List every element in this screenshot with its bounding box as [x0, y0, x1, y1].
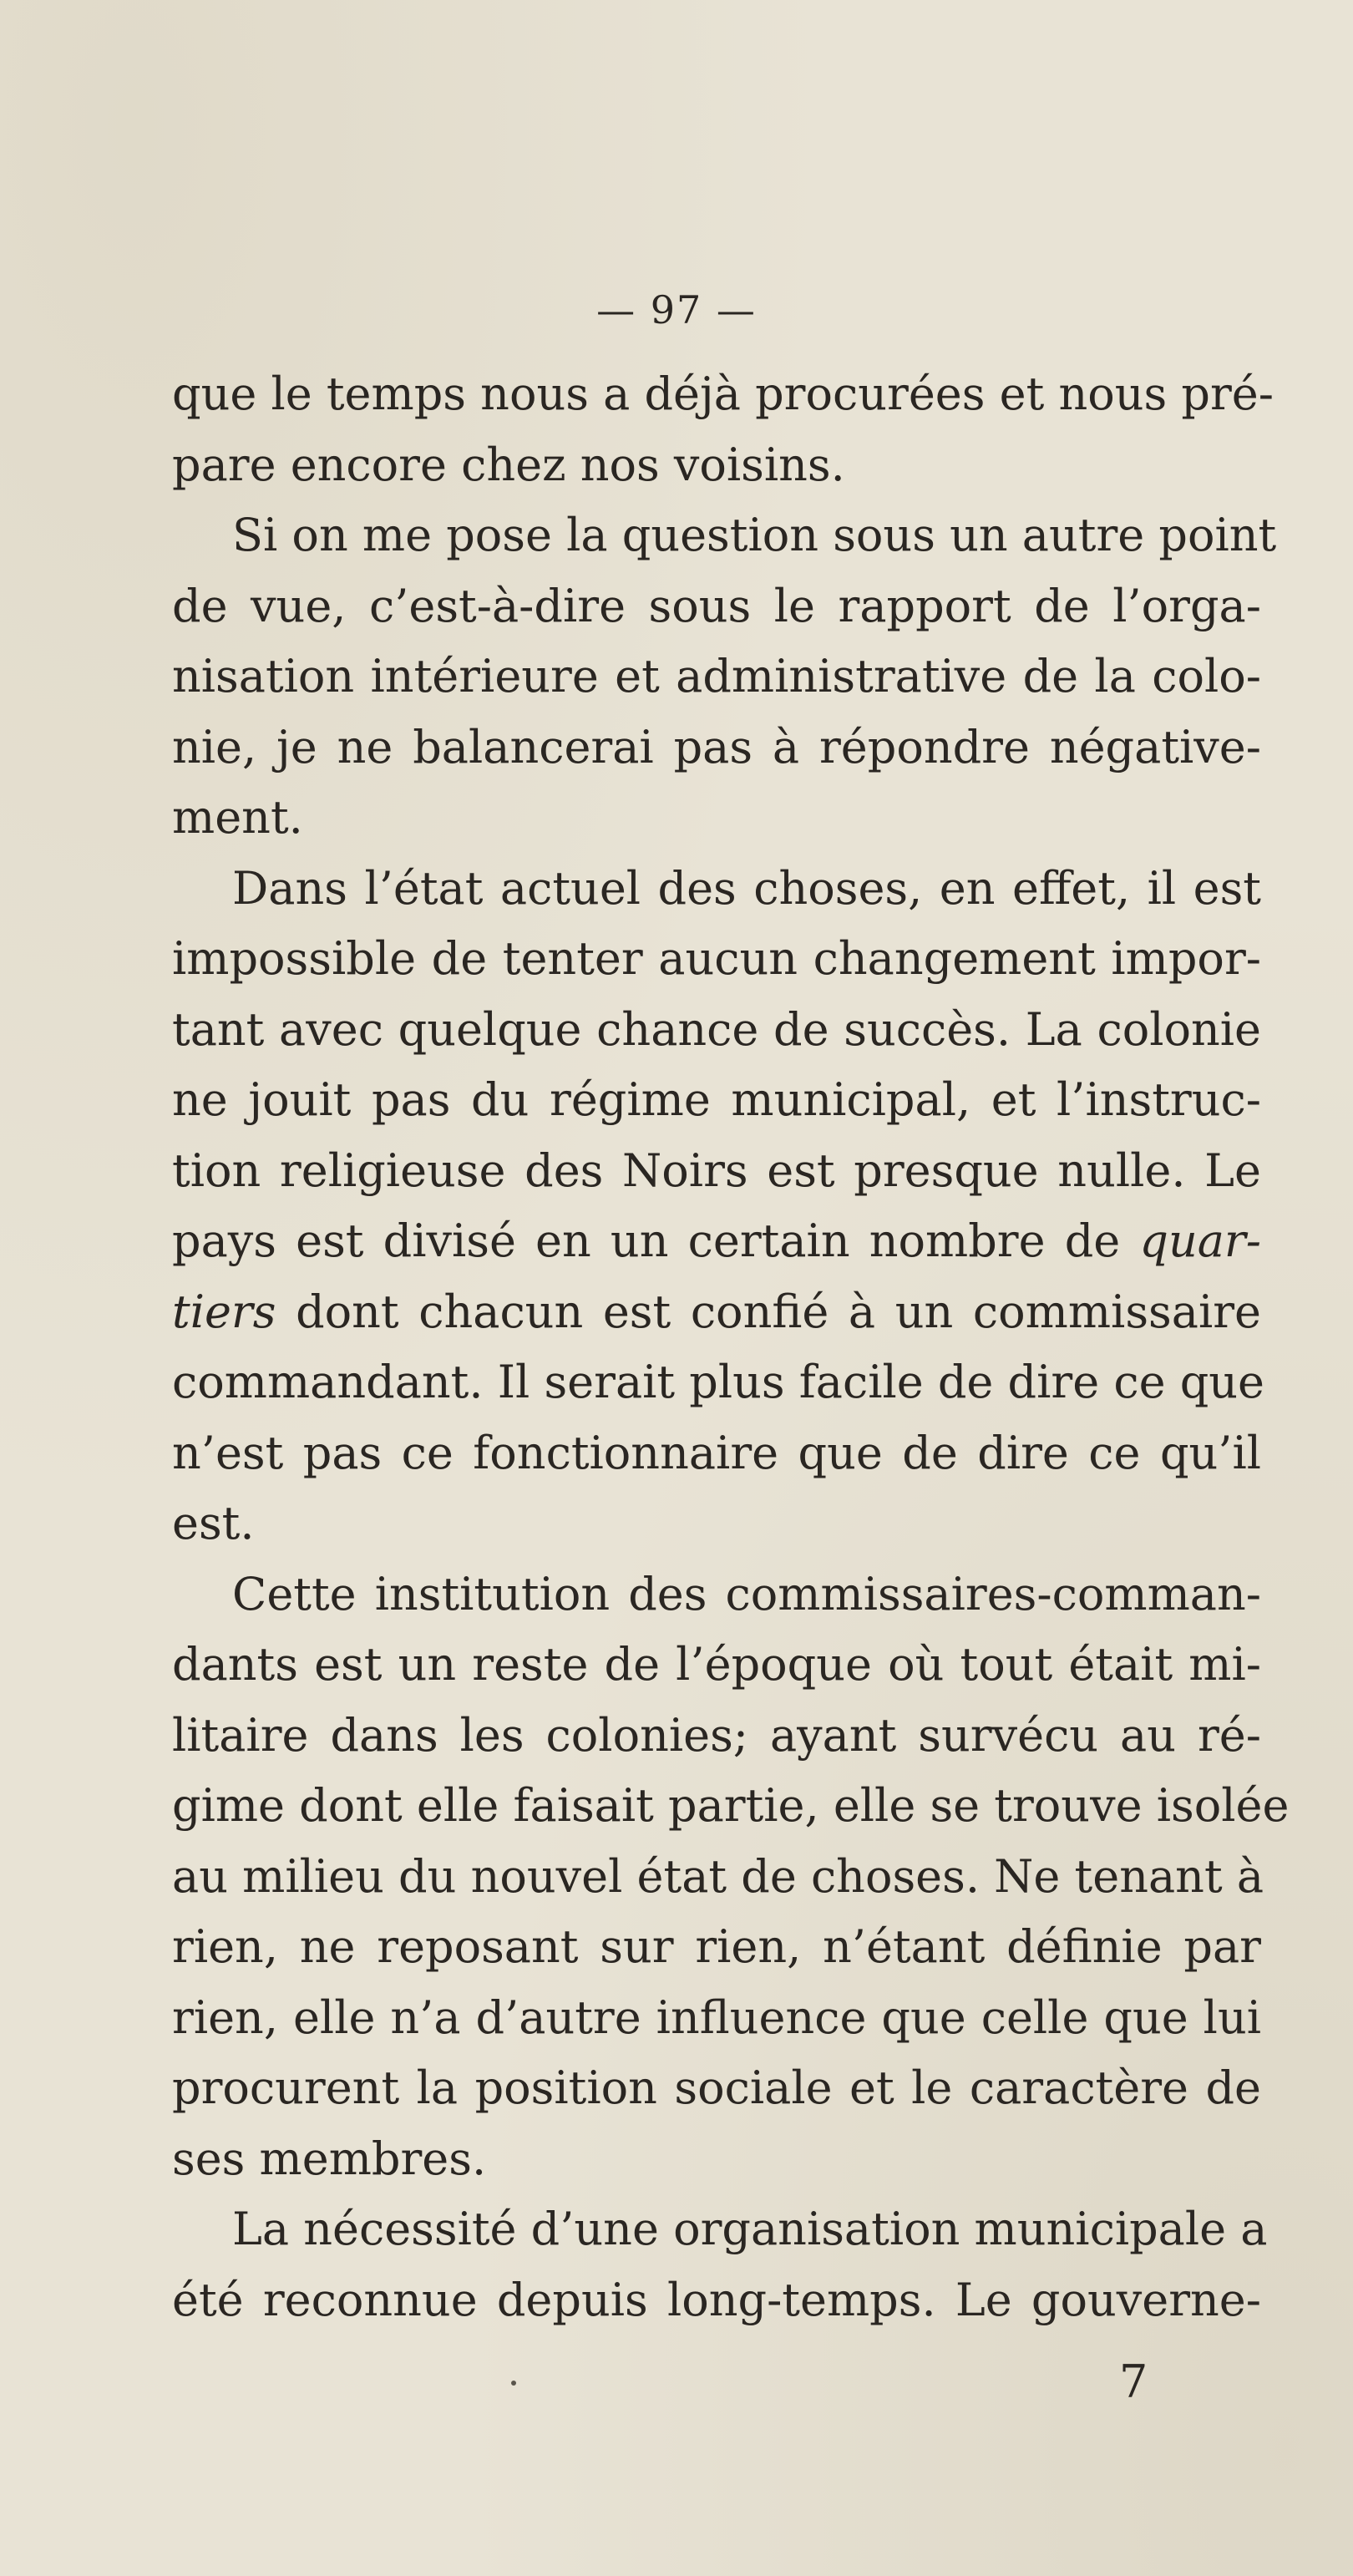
text-line: ses membres.: [172, 2132, 487, 2185]
text-line: Dans l’état actuel des choses, en effet, il est: [232, 861, 1261, 915]
text-line-with-italic: [172, 1206, 1261, 1277]
text-line: La nécessité d’une organisation municipale a: [232, 2203, 1268, 2255]
text-line: pare encore chez nos voisins.: [172, 438, 845, 491]
text-line: est.: [172, 1497, 255, 1549]
text-line: tion religieuse des Noirs est presque nulle. Le: [172, 1143, 1261, 1197]
text-line: rien, elle n’a d’autre influence que celle que lui: [172, 1990, 1261, 2044]
text-line: ne jouit pas du régime municipal, et l’instruc-: [172, 1073, 1261, 1126]
text-line: que le temps nous a déjà procurées et nous pré-: [172, 368, 1274, 420]
print-speck: [511, 2381, 516, 2386]
text-line: Cette institution des commissaires-comman-: [232, 1567, 1261, 1620]
text-line: dants est un reste de l’époque où tout était mi-: [172, 1638, 1261, 1691]
text-line: de vue, c’est-à-dire sous le rapport de l’orga-: [172, 579, 1261, 632]
text-line-with-italic: [172, 1277, 1261, 1348]
italic-word: tiers: [172, 1285, 276, 1338]
text-line: ment.: [172, 791, 303, 844]
text-line: rien, ne reposant sur rien, n’étant définie par: [172, 1920, 1261, 1973]
text-line: nisation intérieure et administrative de la colo-: [172, 650, 1261, 702]
text-line: procurent la position sociale et le caractère de: [172, 2061, 1261, 2114]
text-line: tant avec quelque chance de succès. La colonie: [172, 1002, 1261, 1056]
signature-mark: 7: [1119, 2355, 1148, 2408]
body-text: [172, 359, 1290, 2335]
text-segment: dont chacun est confié à un commissaire: [296, 1285, 1261, 1338]
text-line: nie, je ne balancerai pas à répondre négative-: [172, 720, 1261, 773]
text-segment: pays est divisé en un certain nombre de: [172, 1214, 1121, 1267]
text-line: au milieu du nouvel état de choses. Ne tenant à: [172, 1849, 1264, 1903]
text-line: commandant. Il serait plus facile de dire ce que: [172, 1356, 1264, 1408]
page-number: — 97 —: [596, 287, 757, 332]
text-line: été reconnue depuis long-temps. Le gouverne-: [172, 2273, 1261, 2326]
text-line: litaire dans les colonies; ayant survécu au ré-: [172, 1708, 1261, 1762]
italic-word: quar-: [1139, 1214, 1261, 1267]
text-line: impossible de tenter aucun changement impor-: [172, 932, 1261, 985]
text-line: gime dont elle faisait partie, elle se trouve isolée: [172, 1779, 1290, 1832]
text-line: Si on me pose la question sous un autre point: [232, 509, 1277, 561]
text-line: n’est pas ce fonctionnaire que de dire ce qu’il: [172, 1426, 1261, 1479]
